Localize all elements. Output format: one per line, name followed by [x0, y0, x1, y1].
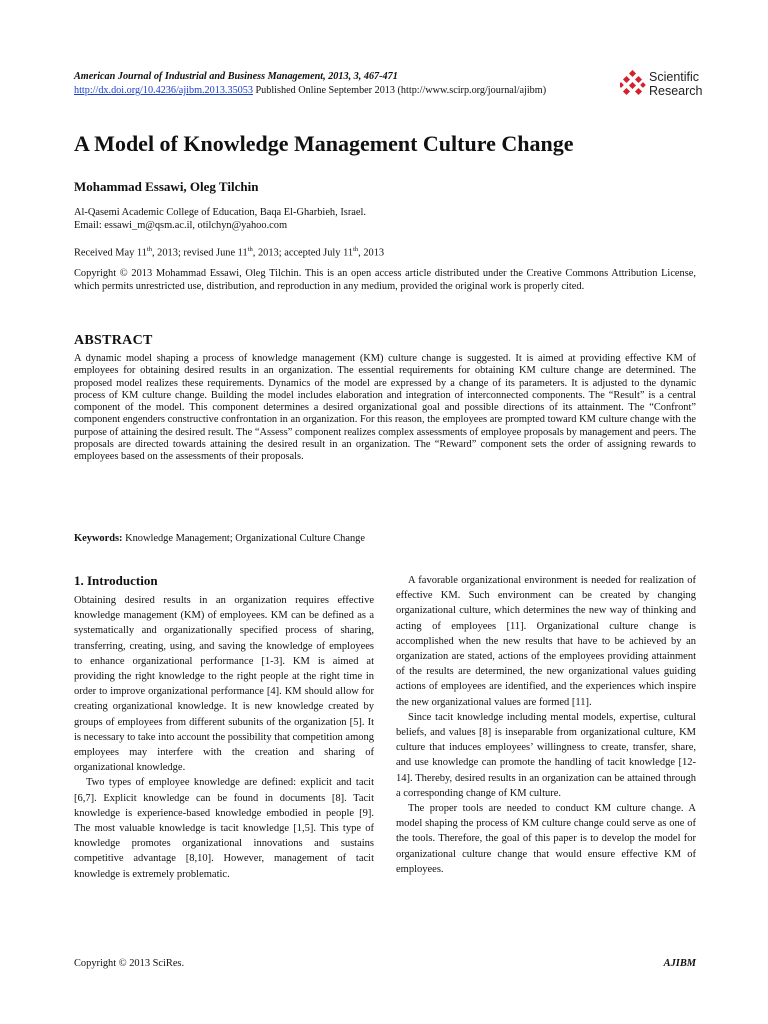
scientific-research-logo	[620, 70, 710, 100]
doi-link[interactable]: http://dx.doi.org/10.4236/ajibm.2013.35053	[74, 85, 253, 96]
paragraph: A favorable organizational environment is needed for realization of effective KM. Such environment can be created by changing organizational culture, which determines the new way of thinking and acting of employees [11]. Organizational culture change is accomplished when the new results that have to be achieved by an organization are stated, actions of the employees providing attainment of the results are determined, the new organizational values guiding actions of employees are identified, and the experiences which inspire the new organizational values are formed [11].	[396, 575, 696, 708]
journal-header	[74, 70, 634, 98]
keywords-line	[74, 533, 365, 544]
received-suffix: th	[146, 246, 152, 253]
accepted-suffix: th	[353, 246, 359, 253]
abstract-heading: ABSTRACT	[74, 333, 153, 348]
footer-journal-abbrev: AJIBM	[663, 958, 696, 969]
dates-year: , 2013	[358, 247, 385, 259]
publisher-logo-icon	[620, 70, 646, 98]
copyright-notice: Copyright © 2013 Mohammad Essawi, Oleg Tilchin. This is an open access article distributed under the Creative Commons Attribution License, which permits unrestricted use, distribution, and reproduction in any medium, provided the original work is properly cited.	[74, 268, 696, 292]
paragraph: The proper tools are needed to conduct KM culture change. A model shaping the process of KM culture change could serve as one of the tools. Therefore, the goal of this paper is to develop the model for organizational culture change that would ensure effective KM of employees.	[396, 803, 696, 875]
footer-copyright: Copyright © 2013 SciRes.	[74, 958, 185, 969]
logo-line-2: Research	[649, 84, 703, 98]
published-online: Published Online September 2013 (http://www.scirp.org/journal/ajibm)	[252, 85, 547, 96]
left-column	[74, 573, 374, 882]
keywords-text: Knowledge Management; Organizational Culture Change	[122, 533, 365, 544]
section-heading-introduction: 1. Introduction	[74, 573, 158, 588]
abstract-text: A dynamic model shaping a process of knowledge management (KM) culture change is suggested. It is aimed at providing effective KM of employees for obtaining desired results in an organization. The essential requirements for obtaining KM culture change are determined. The proposed model realizes these requirements. Dynamics of the model are expressed by a change of its parameters. It is adjusted to the dynamic process of KM culture change. Building the model includes elaboration and integration of interconnected components. The “Result” is a central component of the model. This component determines a desired organizational goal and possible directions of its attainment. The “Confront” component engenders constructive confrontation in an organization. For this reason, the employees are prompted toward KM culture change with the purpose of attaining the desired result. The “Assess” component realizes complex assessments of employee proposals by management and peers. The proposals are directed towards attaining the desired result in an organization. The “Reward” component sets the order of assigning rewards to employees based on the assessments of their proposals.	[74, 353, 696, 463]
revised-date: , 2013; revised June 11	[151, 247, 248, 259]
authors: Mohammad Essawi, Oleg Tilchin	[74, 179, 259, 194]
doi-line	[74, 84, 634, 98]
paper-title: A Model of Knowledge Management Culture Change	[74, 131, 574, 156]
revised-suffix: th	[247, 246, 253, 253]
received-date: Received May 11	[74, 247, 147, 259]
paragraph: Since tacit knowledge including mental models, expertise, cultural beliefs, and values [8] is inseparable from organizational culture, KM culture that induces employees’ willingness to create, transfer, share, and use knowledge can promote the handling of tacit knowledge [12-14]. Thereby, desired results in an organization can be attained through a corresponding change of KM culture.	[396, 711, 696, 799]
accepted-date: , 2013; accepted July 11	[252, 247, 354, 259]
affiliation: Al-Qasemi Academic College of Education, Baqa El-Gharbieh, Israel.	[74, 207, 366, 218]
journal-citation-line	[74, 70, 634, 84]
dates-line	[74, 243, 384, 260]
journal-name: American Journal of Industrial and Business Management	[74, 71, 324, 82]
email: Email: essawi_m@qsm.ac.il, otilchyn@yahoo.com	[74, 220, 288, 231]
logo-line-1: Scientific	[649, 70, 700, 84]
paragraph: Obtaining desired results in an organization requires effective knowledge management (KM) of employees. KM can be defined as a systematically and organizationally specified process of sharing, transferring, creating, using, and saving the knowledge of employees to enhance organizational performance [1-3]. KM is aimed at providing the right knowledge to the right people at the right time in order to improve organizational performance [4]. KM should allow for creating organizational knowledge. It is new knowledge created by groups of employees from different subunits of the organization [5]. It is necessary to take into account the possibility that competition among employees may interfere with the creation and sharing of organizational knowledge.	[74, 595, 374, 774]
affiliation-block	[74, 206, 714, 232]
right-column	[396, 573, 696, 877]
keywords-label: Keywords:	[74, 533, 123, 544]
paragraph: Two types of employee knowledge are defined: explicit and tacit [6,7]. Explicit knowledge can be found in documents [8]. Tacit knowledge is experience-based knowledge embodied in people [9]. The most valuable knowledge is tacit knowledge [1,5]. This type of knowledge promotes organizational innovations and sustains competitive advantage [8,10]. However, management of tacit knowledge is extremely problematic.	[74, 777, 374, 880]
journal-volume: , 2013, 3, 467-471	[323, 71, 398, 82]
